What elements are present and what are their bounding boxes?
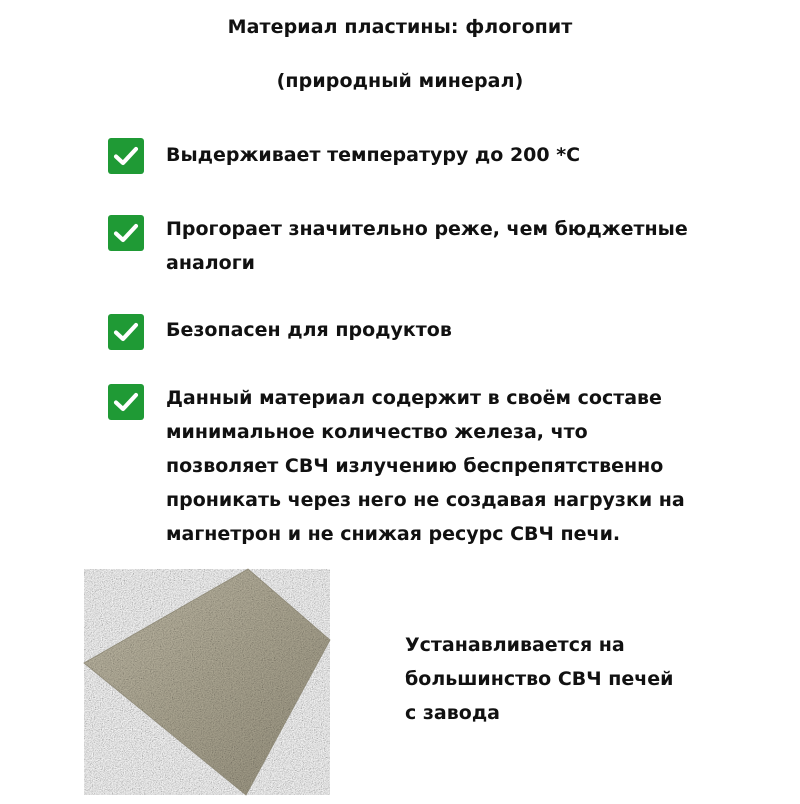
check-icon: [108, 314, 144, 350]
feature-line: аналоги: [166, 252, 255, 274]
feature-line: минимальное количество железа, что: [166, 421, 588, 443]
feature-line: Выдерживает температуру до 200 *С: [166, 144, 581, 166]
check-icon: [108, 384, 144, 420]
feature-text: [166, 381, 726, 551]
check-icon: [108, 138, 144, 174]
feature-line: проникать через него не создавая нагрузки на: [166, 489, 685, 511]
installation-note: [405, 628, 725, 730]
feature-text: [166, 313, 766, 347]
title-line-1: Материал пластины: флогопит: [227, 16, 573, 38]
installation-line: большинство СВЧ печей: [405, 668, 674, 690]
feature-line: позволяет СВЧ излучению беспрепятственно: [166, 455, 664, 477]
installation-line: Устанавливается на: [405, 634, 625, 656]
feature-line: Безопасен для продуктов: [166, 319, 452, 341]
mica-plate-image: [78, 565, 338, 800]
installation-line: с завода: [405, 702, 500, 724]
title-line-2: (природный минерал): [276, 70, 524, 92]
feature-line: магнетрон и не снижая ресурс СВЧ печи.: [166, 523, 621, 545]
feature-line: Данный материал содержит в своём составе: [166, 387, 662, 409]
feature-text: [166, 212, 766, 280]
check-icon: [108, 215, 144, 251]
feature-text: [166, 138, 766, 172]
feature-line: Прогорает значительно реже, чем бюджетные: [166, 218, 688, 240]
